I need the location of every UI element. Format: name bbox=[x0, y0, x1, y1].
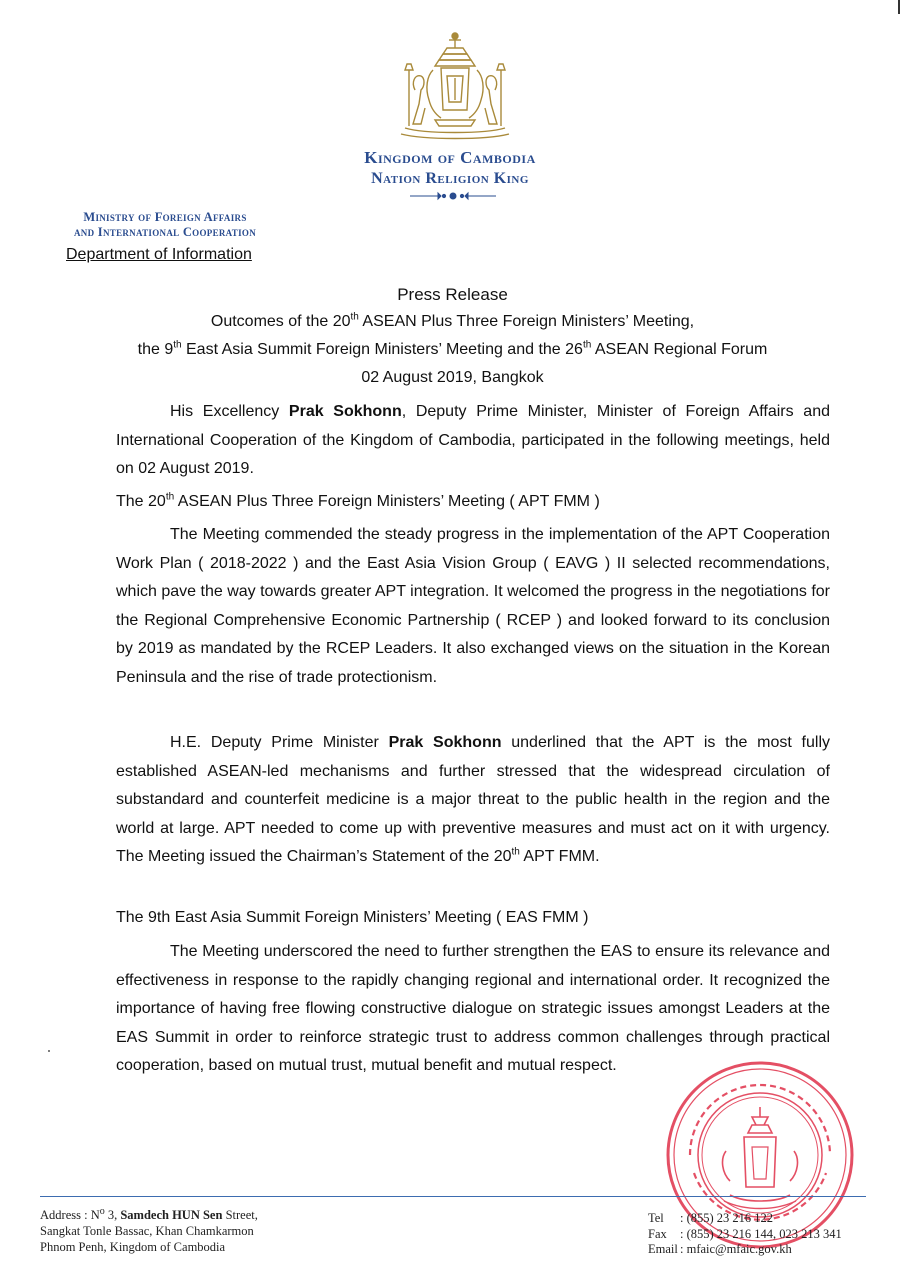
intro-text: , Deputy Prime Minister, Minister of Foreign Affairs and International Cooperation of the Kingdom of Cambodia, participated in the following meetings, held on 02 August 2019. bbox=[116, 403, 830, 477]
subtitle-text: ASEAN Regional Forum bbox=[591, 341, 768, 358]
heading-text: ASEAN Plus Three Foreign Ministers’ Meeting ( APT FMM ) bbox=[174, 493, 600, 510]
kingdom-motto: Nation Religion King bbox=[371, 170, 529, 187]
scan-speck bbox=[48, 1050, 50, 1052]
contact-email bbox=[648, 1242, 842, 1258]
number-suffix: o bbox=[99, 1205, 105, 1217]
release-subtitle-1 bbox=[60, 313, 845, 331]
tel-label: Tel bbox=[648, 1211, 664, 1225]
paragraph-text: APT FMM. bbox=[519, 848, 600, 865]
footer-contact bbox=[648, 1211, 842, 1258]
subtitle-text: Outcomes of the 20 bbox=[210, 313, 351, 330]
tel-value: : (855) 23 216 122 bbox=[680, 1211, 774, 1225]
email-value[interactable]: : mfaic@mfaic.gov.kh bbox=[680, 1242, 792, 1256]
divider-ornament-icon bbox=[408, 190, 498, 202]
heading-text: The 20 bbox=[116, 493, 166, 510]
subtitle-text: the 9 bbox=[137, 341, 174, 358]
fax-label: Fax bbox=[648, 1226, 667, 1241]
royal-arms-emblem-icon bbox=[395, 30, 515, 142]
address-line-3: Phnom Penh, Kingdom of Cambodia bbox=[40, 1240, 226, 1254]
ordinal-suffix: th bbox=[511, 846, 520, 858]
footer-rule bbox=[40, 1196, 866, 1197]
ordinal-suffix: th bbox=[350, 311, 359, 323]
contact-fax bbox=[648, 1227, 842, 1243]
minister-name: Prak Sokhonn bbox=[388, 734, 502, 751]
footer-address bbox=[40, 1207, 258, 1255]
intro-paragraph bbox=[116, 398, 830, 484]
email-label: Email bbox=[648, 1242, 678, 1256]
section-heading-eas: The 9th East Asia Summit Foreign Ministers’ Meeting ( EAS FMM ) bbox=[116, 909, 589, 926]
paragraph-text: underlined that the APT is the most fully established ASEAN-led mechanisms and further stressed that the widespread circulation of substandard and counterfeit medicine is a major threat to the public health in the region and the world at large. APT needed to come up with preventive measures and must act on it with urgency. The Meeting issued the Chairman’s Statement of the 20 bbox=[116, 734, 831, 865]
address-line-2: Sangkat Tonle Bassac, Khan Chamkarmon bbox=[40, 1224, 254, 1238]
apt-paragraph-2 bbox=[116, 729, 830, 872]
ministry-name bbox=[30, 210, 300, 240]
subtitle-text: ASEAN Plus Three Foreign Ministers’ Meeting, bbox=[358, 313, 695, 330]
ministry-line-1: Ministry of Foreign Affairs bbox=[83, 210, 247, 224]
scan-mark bbox=[898, 0, 900, 14]
release-date-place: 02 August 2019, Bangkok bbox=[361, 369, 544, 386]
ordinal-suffix: th bbox=[173, 339, 182, 351]
paragraph-text: The Meeting commended the steady progress in the implementation of the APT Cooperation Work Plan ( 2018-2022 ) and the East Asia Vision Group ( EAVG ) II selected recommendations, which pave the way towards greater APT integration. It welcomed the progress in the negotiations for the Regional Comprehensive Economic Partnership ( RCEP ) and looked forward to its conclusion by 2019 as mandated by the RCEP Leaders. It also exchanged views on the situation in the Korean Peninsula and the rise of trade protectionism. bbox=[116, 526, 830, 686]
address-number: 3, bbox=[104, 1208, 121, 1222]
ministry-line-2: and International Cooperation bbox=[73, 225, 257, 239]
ordinal-suffix: th bbox=[582, 339, 592, 351]
paragraph-text: The Meeting underscored the need to further strengthen the EAS to ensure its relevance and effectiveness in response to the rapidly changing regional and international order. It recognized the importance of having free flowing constructive dialogue on strategic issues amongst Leaders at the EAS Summit in order to reinforce strategic trust to address common challenges through practical cooperation, based on mutual trust, mutual benefit and mutual respect. bbox=[116, 943, 830, 1074]
press-release-label: Press Release bbox=[397, 285, 508, 304]
address-line-1 bbox=[40, 1207, 258, 1223]
address-street-name: Samdech HUN Sen bbox=[120, 1208, 223, 1222]
fax-value: : (855) 23 216 144, 023 213 341 bbox=[680, 1226, 842, 1241]
release-subtitle-2 bbox=[60, 341, 845, 359]
section-heading-apt bbox=[116, 493, 600, 511]
minister-name: Prak Sokhonn bbox=[288, 403, 402, 420]
subtitle-text: East Asia Summit Foreign Ministers’ Meeting and the 26 bbox=[181, 341, 583, 358]
address-street-suffix: Street, bbox=[222, 1208, 258, 1222]
paragraph-text: H.E. Deputy Prime Minister bbox=[170, 734, 389, 751]
apt-paragraph-1 bbox=[116, 521, 830, 692]
address-label: Address : N bbox=[40, 1208, 100, 1222]
ordinal-suffix: th bbox=[165, 491, 175, 503]
kingdom-title: Kingdom of Cambodia bbox=[364, 148, 536, 167]
intro-text: His Excellency bbox=[170, 403, 289, 420]
contact-tel bbox=[648, 1211, 842, 1227]
department-name: Department of Information bbox=[66, 246, 252, 263]
